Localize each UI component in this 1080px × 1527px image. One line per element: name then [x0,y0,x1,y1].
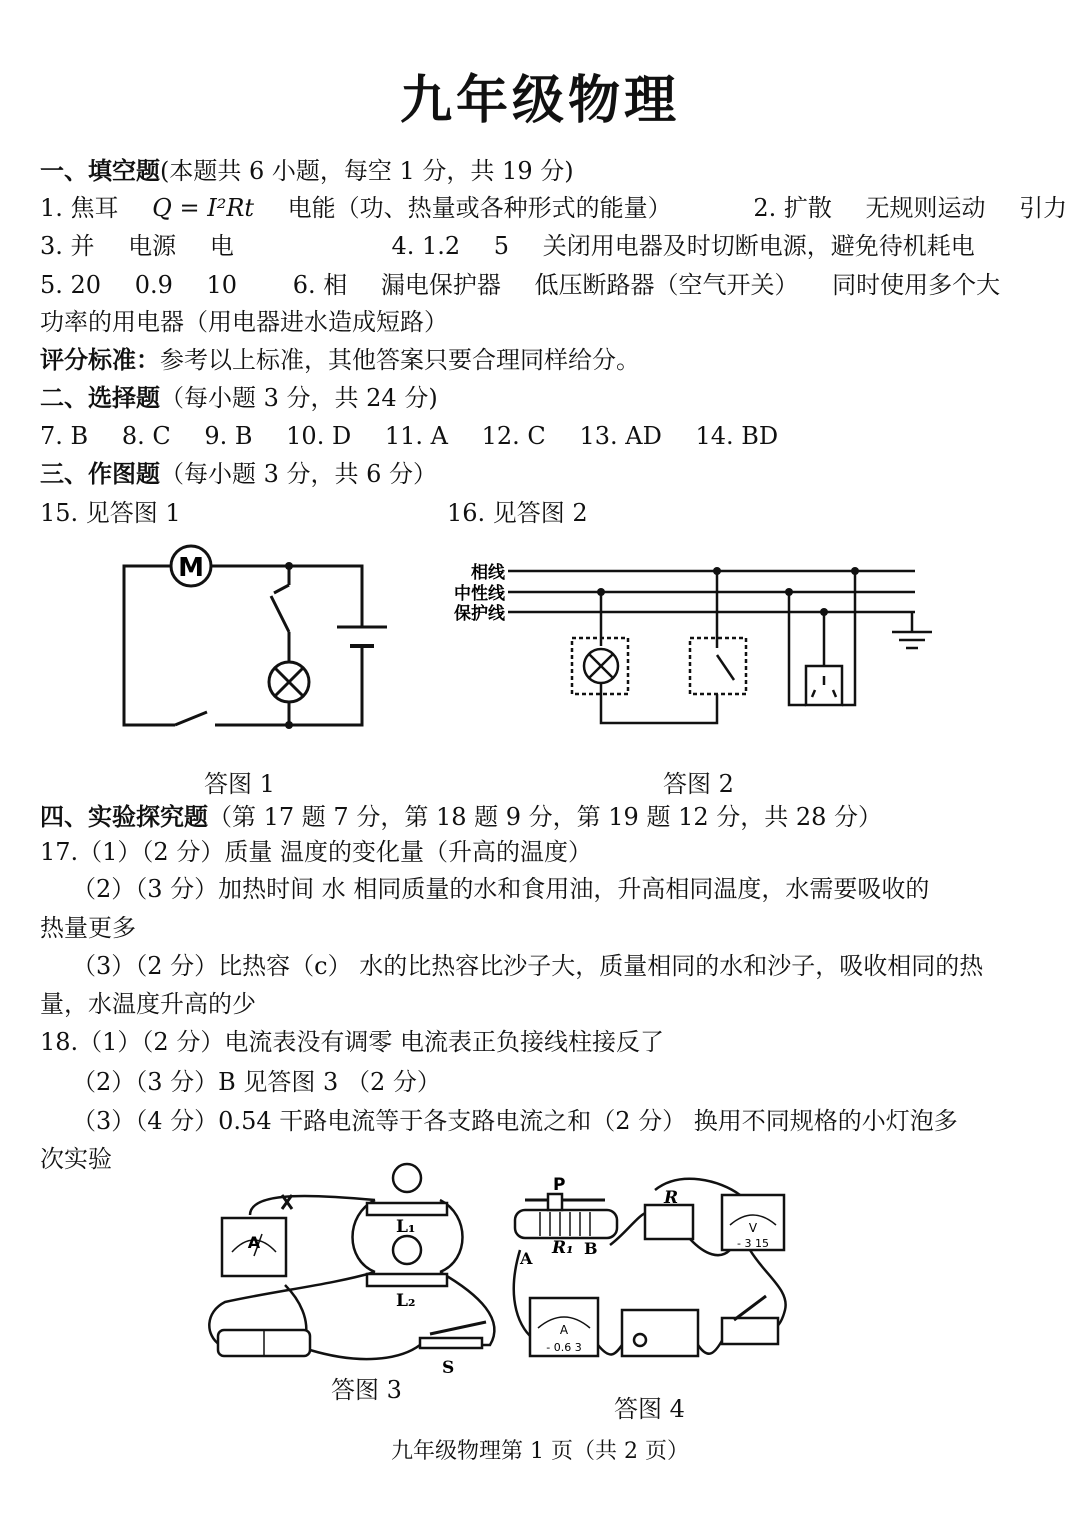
ans-4-b: 5 [493,232,510,260]
circuit-photo-4 [514,1179,786,1356]
page-footer: 九年级物理第 1 页（共 2 页） [391,1439,689,1464]
answer-18-3: （3）（4 分）0.54 干路电流等于各支路电流之和（2 分） 换用不同规格的小灯泡多 [72,1107,958,1135]
choice-8: 8. C [121,422,171,450]
ans-1-formula: Q = I²Rt [152,194,255,222]
lamp-1 [393,1164,421,1192]
resistor-r-label: R [664,1188,679,1208]
ans-1-a: 1. 焦耳 [40,194,119,222]
ans-2-a: 2. 扩散 [753,194,832,222]
ground-label: 保护线 [454,604,505,624]
motor-label: M [178,553,204,583]
scoring-label: 评分标准： [40,346,160,374]
end-a-label: A [520,1249,533,1268]
section-4-label: 四、实验探究题 [40,803,208,831]
answer-15: 15. 见答图 1 [40,499,181,527]
section-2-label: 二、选择题 [40,384,160,412]
voltmeter-4-label: V [748,1221,758,1235]
neutral-label: 中性线 [454,584,505,604]
answer-line-4: 功率的用电器（用电器进水造成短路） [40,308,448,336]
choice-9: 9. B [204,422,253,450]
ans-5-b: 0.9 [134,271,173,299]
section-1-desc: (本题共 6 小题，每空 1 分，共 19 分) [160,157,574,185]
ans-5-c: 10 [206,271,238,299]
section-4-desc: （第 17 题 7 分，第 18 题 9 分，第 19 题 12 分，共 28 分） [208,803,883,831]
circuit-photo-3 [209,1164,494,1359]
rheostat [515,1210,617,1238]
voltmeter-4-scale: - 3 15 [737,1237,769,1250]
scoring-text: 参考以上标准，其他答案只要合理同样给分。 [160,346,640,374]
section-1-label: 一、填空题 [40,157,160,185]
choice-7: 7. B [40,422,89,450]
lamp-2-label: L₂ [396,1291,416,1311]
choice-11: 11. A [384,422,448,450]
answer-17-3-cont: 量，水温度升高的少 [40,990,256,1018]
ans-3-c: 电 [209,232,234,260]
switch-4 [722,1318,778,1344]
fig4-caption: 答图 4 [614,1395,685,1423]
ans-5-a: 5. 20 [40,271,102,299]
power-supply [622,1310,698,1356]
lamp-1-base [367,1203,447,1215]
answer-17-2: （2）（3 分）加热时间 水 相同质量的水和食用油，升高相同温度，水需要吸收的 [72,875,930,903]
answer-17-2-cont: 热量更多 [40,914,136,942]
choice-12: 12. C [481,422,546,450]
ans-6-d: 同时使用多个大 [832,271,1001,299]
ans-6-c: 低压断路器（空气开关） [534,271,799,299]
lamp-1-label: L₁ [396,1217,416,1237]
ans-2-b: 无规则运动 [865,194,986,222]
ans-6-b: 漏电保护器 [380,271,501,299]
fig2-caption: 答图 2 [663,770,734,798]
ans-1-b: 电能（功、热量或各种形式的能量） [287,194,672,222]
ans-3-b: 电源 [128,232,177,260]
section-2-desc: （每小题 3 分，共 24 分) [160,384,438,412]
ammeter-4-label: A [559,1323,569,1337]
ans-3-a: 3. 并 [40,232,95,260]
switch-s [420,1338,482,1348]
ans-6-a: 6. 相 [292,271,348,299]
choice-14: 14. BD [695,422,779,450]
section-3-label: 三、作图题 [40,460,160,488]
switch-s-label: S [442,1358,455,1378]
lamp-2-base [367,1274,447,1286]
answer-18-1: 18.（1）（2 分）电流表没有调零 电流表正负接线柱接反了 [40,1028,664,1056]
ans-4-a: 4. 1.2 [391,232,461,260]
answer-17-3: （3）（2 分）比热容（c） 水的比热容比沙子大，质量相同的水和沙子，吸收相同的热 [72,952,984,980]
answer-17-1: 17.（1）（2 分）质量 温度的变化量（升高的温度） [40,838,592,866]
fig3-caption: 答图 3 [331,1376,402,1404]
ammeter-3-label: A [247,1233,261,1252]
answer-18-2: （2）（3 分）B 见答图 3 （2 分） [72,1068,441,1096]
fig1-caption: 答图 1 [204,770,275,798]
ans-4-c: 关闭用电器及时切断电源，避免待机耗电 [542,232,975,260]
ans-2-c: 引力 [1019,194,1068,222]
choice-10: 10. D [286,422,352,450]
answer-16: 16. 见答图 2 [447,499,588,527]
answer-18-3-cont: 次实验 [40,1145,112,1173]
live-label: 相线 [471,563,505,583]
rheostat-label: R₁ [552,1238,574,1258]
end-b-label: B [584,1239,598,1258]
lamp-2 [393,1236,421,1264]
ammeter-4-scale: - 0.6 3 [546,1341,582,1354]
resistor-r [645,1205,693,1239]
slider-p-label: P [553,1175,566,1195]
page-title: 九年级物理 [399,71,680,131]
section-3-desc: （每小题 3 分，共 6 分） [160,460,438,488]
choice-13: 13. AD [579,422,662,450]
